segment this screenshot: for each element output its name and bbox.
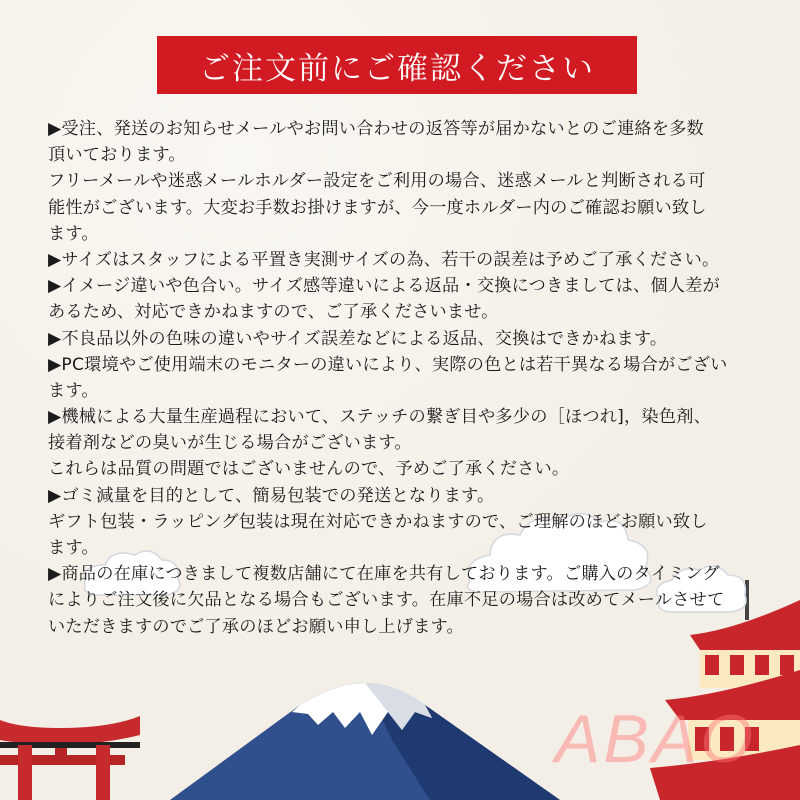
notice-line: ▶PC環境やご使用端末のモニターの違いにより、実際の色とは若干異なる場合がござい (48, 354, 728, 375)
notice-line: ▶機械による大量生産過程において、ステッチの繋ぎ目や多少の［ほつれ]，染色剤、 (48, 407, 711, 428)
notice-line: ▶サイズはスタッフによる平置き実測サイズの為、若干の誤差は予めご了承ください。 (48, 249, 720, 270)
notice-line: 能性がございます。大変お手数お掛けますが、今一度ホルダー内のご確認お願い致し (48, 197, 707, 218)
notice-line: 接着剤などの臭いが生じる場合がございます。 (48, 433, 412, 454)
notice-line: ▶不良品以外の色味の違いやサイズ誤差などによる返品、交換はできかねます。 (48, 328, 668, 349)
notice-line: あるため、対応できかねますので、ご了承くださいませ。 (48, 302, 499, 323)
notice-line: ギフト包装・ラッピング包装は現在対応できかねますので、ご理解のほどお願い致し (48, 511, 708, 532)
abao-watermark: ABAO (555, 701, 756, 777)
notice-line: ▶イメージ違いや色合い。サイズ感等違いによる返品・交換につきましては、個人差が (48, 276, 720, 297)
page-title: ご注文前にご確認ください (199, 50, 595, 87)
title-banner (157, 36, 637, 94)
notice-line: いただきますのでご了承のほどお願い申し上げます。 (48, 616, 464, 637)
torii-gate-illustration (0, 716, 140, 800)
notice-line: ます。 (48, 223, 99, 244)
notice-line: これらは品質の問題ではございませんので、予めご了承ください。 (48, 459, 570, 480)
notice-line: ▶受注、発送のお知らせメールやお問い合わせの返答等が届かないとのご連絡を多数 (48, 119, 704, 139)
notice-line: フリーメールや迷惑メールホルダー設定をご利用の場合、迷惑メールと判断される可 (48, 171, 706, 192)
notice-line: 頂いております。 (48, 145, 186, 166)
notice-line: ▶ゴミ減量を目的として、簡易包装での発送となります。 (48, 485, 495, 506)
notice-line: ます。 (48, 538, 99, 558)
notice-line: によりご注文後に欠品となる場合もございます。在庫不足の場合は改めてメールさせて (48, 590, 725, 611)
notice-text-block (48, 116, 760, 640)
mount-fuji-illustration (170, 683, 560, 800)
notice-line: ▶商品の在庫につきまして複数店舗にて在庫を共有しております。ご購入のタイミング (48, 564, 720, 585)
notice-line: ます。 (48, 380, 99, 401)
